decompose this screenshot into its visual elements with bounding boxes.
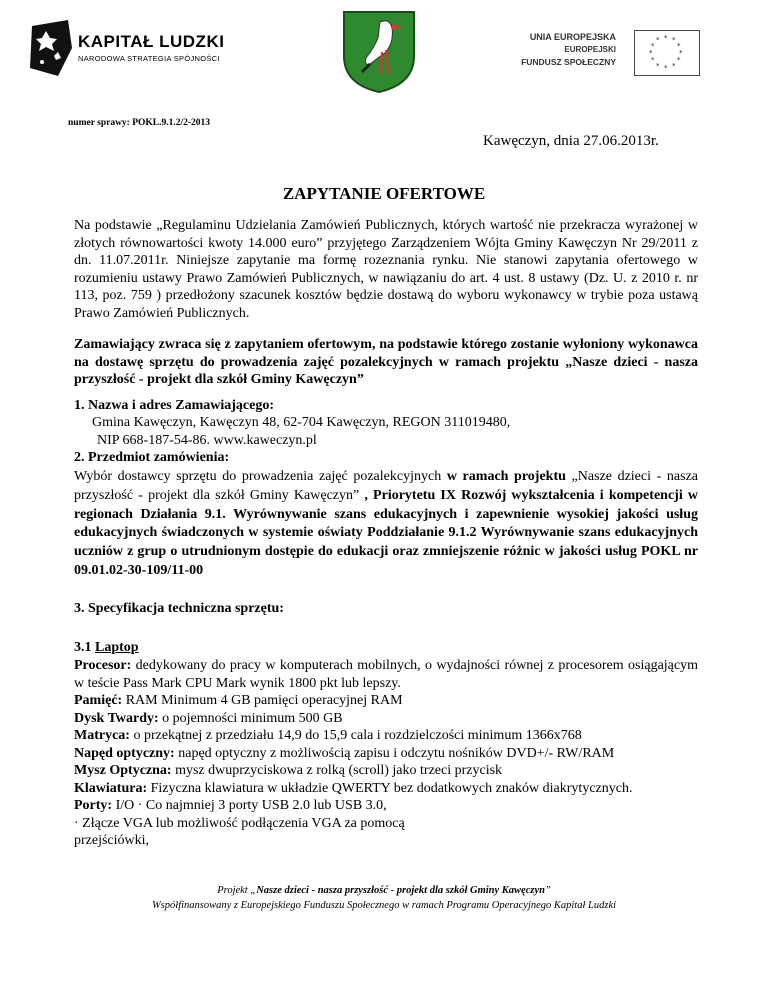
spec-item [74, 780, 698, 798]
svg-text:*: * [677, 56, 681, 64]
page-title: ZAPYTANIE OFERTOWE [282, 184, 486, 203]
section-2-heading: 2. Przedmiot zamówienia: [74, 450, 230, 465]
spec-item [74, 727, 698, 745]
footer-suffix: ” [544, 885, 551, 896]
spec-tail-2: przejściówki, [74, 833, 150, 848]
section-1-heading [74, 397, 698, 415]
spec-text: napęd optyczny z możliwością zapisu i odczytu nośników DVD+/- RW/RAM [174, 745, 615, 761]
spec-label: Klawiatura: [74, 780, 148, 796]
section-1-address: Gmina Kawęczyn, Kawęczyn 48, 62-704 Kawęczyn, REGON 311019480, [92, 415, 511, 430]
kapital-ludzki-logo [28, 14, 228, 84]
spec-label: Pamięć: [74, 693, 123, 708]
kapital-ludzki-title: KAPITAŁ LUDZKI [78, 32, 225, 51]
eu-flag-icon [634, 30, 700, 76]
case-number: numer sprawy: POKL.9.1.2/2-2013 [68, 118, 211, 128]
spec-text: o pojemności minimum 500 GB [158, 710, 343, 726]
section-1-nip: NIP 668-187-54-86. www.kaweczyn.pl [97, 433, 317, 448]
svg-text:*: * [679, 49, 683, 57]
municipal-crest-icon [340, 8, 418, 94]
svg-text:*: * [672, 36, 676, 44]
kapital-ludzki-subtitle: NARODOWA STRATEGIA SPÓJNOŚCI [78, 54, 220, 63]
section-2-part1: Wybór dostawcy sprzętu do prowadzenia zajęć pozalekcyjnych [74, 469, 447, 484]
spec-item [74, 692, 698, 710]
spec-label: Dysk Twardy: [74, 710, 159, 726]
svg-text:*: * [664, 34, 668, 42]
spec-list [74, 657, 698, 815]
spec-label: Napęd optyczny: [74, 745, 175, 761]
section-2-part4: , Priorytetu IX Rozwój wykształcenia i kompetencji w regionach Działania 9.1. Wyrównywanie szans edukacyjnych i zapewnienie wysokiej jakości usług edukacyjnych świadczonych w systemie oświaty Poddziałanie 9.1.2 Wyrównywanie szans edukacyjnych uczniów z grup o utrudnionym dostępie do edukacji oraz zmniejszenie różnic w jakości usług POKL nr 09.01.02-30-109/11-00 [74, 487, 698, 578]
spec-label: Matryca: [74, 728, 130, 743]
svg-text:*: * [651, 42, 655, 50]
footer-line-1 [0, 883, 768, 898]
svg-text:*: * [672, 62, 676, 70]
svg-text:*: * [651, 56, 655, 64]
spec-item [74, 762, 698, 780]
kapital-ludzki-emblem-icon [28, 18, 74, 80]
section-3-1-number: 3.1 [74, 640, 95, 655]
footer-project-name: Nasze dzieci - nasza przyszłość - projekt dla szkół Gminy Kawęczyn [256, 885, 545, 896]
eu-logo-line2: EUROPEJSKI [564, 45, 616, 54]
spec-text: RAM Minimum 4 GB pamięci operacyjnej RAM [122, 693, 403, 708]
spec-text: o przekątnej z przedziału 14,9 do 15,9 cala i rozdzielczości minimum 1366x768 [129, 728, 582, 743]
spec-item [74, 657, 698, 692]
section-1-title: 1. Nazwa i adres Zamawiającego: [74, 398, 274, 413]
spec-text: I/O · Co najmniej 3 porty USB 2.0 lub USB 3.0, [112, 798, 387, 813]
spec-label: Procesor: [74, 658, 132, 673]
footer-line-2: Współfinansowany z Europejskiego Funduszu Społecznego w ramach Programu Operacyjnego Kapitał Ludzki [151, 900, 617, 911]
section-3-1-heading [74, 639, 698, 657]
spec-label: Mysz Optyczna: [74, 763, 172, 778]
intro-paragraph: Na podstawie „Regulaminu Udzielania Zamówień Publicznych, których wartość nie przekracza wyrażonej w złotych równowartości kwoty 14.000 euro” przyjętego Zarządzeniem Wójta Gminy Kawęczyn Nr 29/2011 z dn. 11.07.2011r. Niniejsze zapytanie ma formę rozeznania rynku. Nie stanowi zapytania ofertowego w rozumieniu ustawy Prawo Zamówień Publicznych, w nawiązaniu do art. 4 ust. 8 ustawy (Dz. U. z 2010 r. nr 113, poz. 759 ) przedłożony szacunek kosztów będzie dostawą do wyboru wykonawcy w trybie poza ustawą Prawo Zamówień Publicznych. [74, 218, 698, 321]
section-3-1-title: Laptop [95, 640, 139, 655]
spec-item [74, 797, 698, 815]
section-2-part3: „Nasze dzieci - nasza przyszłość - projekt dla szkół Gminy Kawęczyn” [74, 469, 699, 503]
place-date: Kawęczyn, dnia 27.06.2013r. [483, 133, 659, 149]
spec-text: dedykowany do pracy w komputerach mobilnych, o wydajności równej z procesorem osiągającym w teście Pass Mark CPU Mark wynik 1800 pkt lub lepszy. [74, 658, 698, 691]
spec-item [74, 745, 698, 763]
eu-fund-logo [500, 30, 720, 80]
svg-text:*: * [677, 42, 681, 50]
section-2-body [74, 468, 698, 581]
eu-logo-line3: FUNDUSZ SPOŁECZNY [521, 57, 616, 67]
spec-label: Porty: [74, 798, 113, 813]
svg-text:*: * [649, 49, 653, 57]
section-3-heading: 3. Specyfikacja techniczna sprzętu: [74, 601, 284, 616]
svg-text:*: * [656, 36, 660, 44]
section-2-part2: w ramach projektu [446, 469, 566, 484]
page-footer [0, 883, 768, 913]
spec-text: Fizyczna klawiatura w układzie QWERTY bez dodatkowych znaków diakrytycznych. [147, 780, 633, 796]
svg-text:*: * [664, 64, 668, 72]
spec-text: mysz dwuprzyciskowa z rolką (scroll) jako trzeci przycisk [171, 763, 503, 778]
footer-prefix: Projekt „ [217, 885, 257, 896]
spec-item [74, 710, 698, 728]
eu-logo-line1: UNIA EUROPEJSKA [529, 32, 616, 42]
spec-tail-1: · Złącze VGA lub możliwość podłączenia VGA za pomocą [74, 816, 405, 831]
lead-paragraph: Zamawiający zwraca się z zapytaniem ofertowym, na podstawie którego zostanie wyłoniony wykonawca na dostawę sprzętu do prowadzenia zajęć pozalekcyjnych w ramach projektu „Nasze dzieci - nasza przyszłość - projekt dla szkół Gminy Kawęczyn” [74, 337, 698, 387]
svg-text:*: * [656, 62, 660, 70]
